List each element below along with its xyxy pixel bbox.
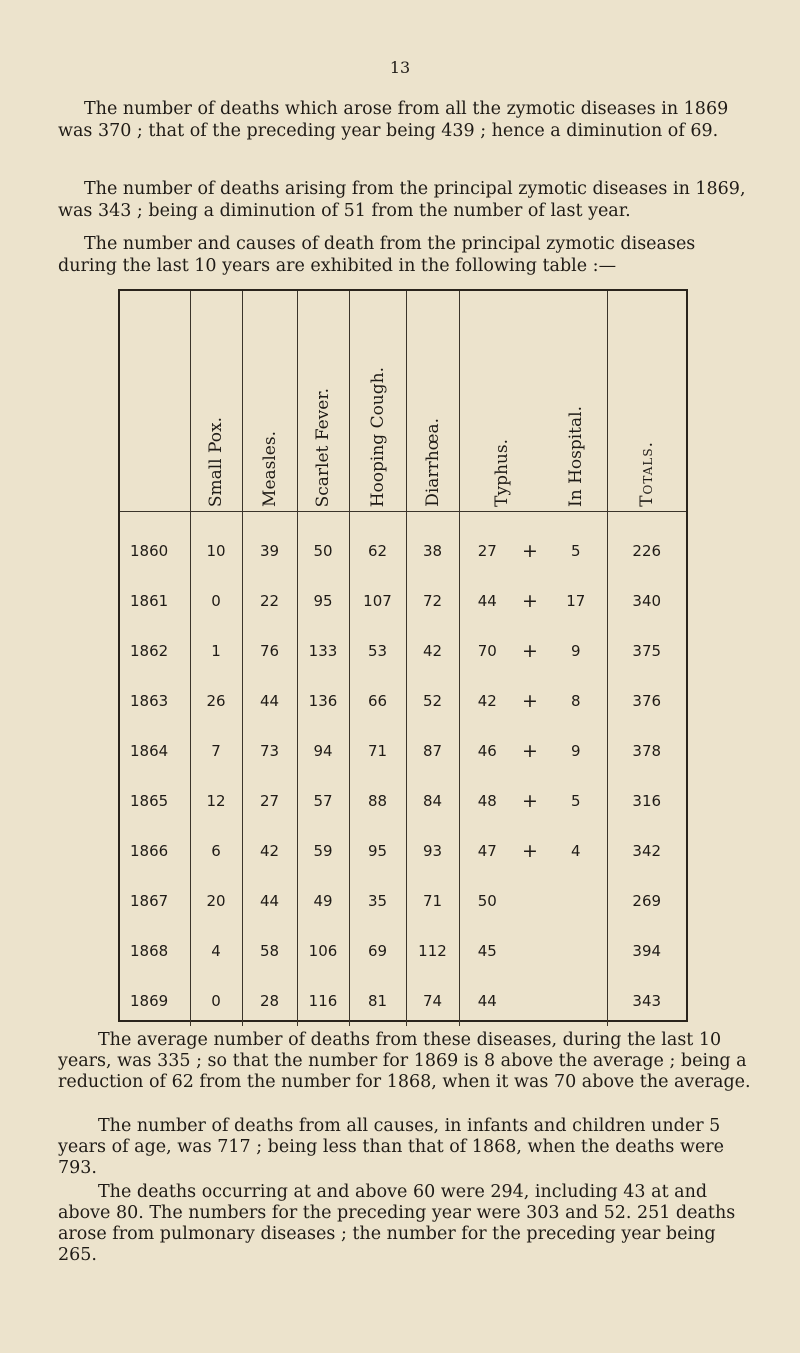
cell-totals: 342 <box>607 826 686 876</box>
summary-paragraph-1: The average number of deaths from these diseases, during the last 10 years, was 335 ; so that the number for 1869 is 8 above the average ; being a reduction of 62 from the number for 1868, when it was 70 above the average. <box>58 1030 751 1092</box>
cell-typhus: 50 <box>459 876 515 926</box>
intro-paragraph-2: The number of deaths arising from the principal zymotic diseases in 1869, was 343 ; being a diminution of 51 from the number of last year. <box>58 179 746 221</box>
cell-small-pox: 10 <box>190 512 242 577</box>
cell-diarrhoea: 71 <box>406 876 459 926</box>
cell-measles: 42 <box>242 826 297 876</box>
header-year <box>120 291 190 512</box>
cell-small-pox: 0 <box>190 576 242 626</box>
cell-measles: 28 <box>242 976 297 1026</box>
cell-plus: + <box>522 840 538 862</box>
cell-diarrhoea: 84 <box>406 776 459 826</box>
cell-diarrhoea: 93 <box>406 826 459 876</box>
cell-in-hospital: 9 <box>570 742 581 760</box>
cell-measles: 58 <box>242 926 297 976</box>
header-totals: Totals. <box>607 291 686 512</box>
cell-in-hospital: 8 <box>570 692 581 710</box>
header-diarrhoea: Diarrhœa. <box>406 291 459 512</box>
cell-year: 1869 <box>130 992 169 1010</box>
cell-in-hospital <box>545 926 607 976</box>
header-row <box>120 291 686 512</box>
header-typhus: Typhus. <box>459 291 545 512</box>
header-measles: Measles. <box>242 291 297 512</box>
cell-plus: + <box>522 790 538 812</box>
cell-year: 1861 <box>130 592 169 610</box>
cell-year: 1866 <box>130 842 169 860</box>
cell-diarrhoea: 72 <box>406 576 459 626</box>
cell-hooping-cough: 69 <box>349 926 406 976</box>
cell-diarrhoea: 112 <box>406 926 459 976</box>
data-table <box>120 291 686 1026</box>
cell-year: 1864 <box>130 742 169 760</box>
cell-year: 1860 <box>130 542 169 560</box>
cell-hooping-cough: 62 <box>349 512 406 577</box>
cell-measles: 39 <box>242 512 297 577</box>
cell-totals: 343 <box>607 976 686 1026</box>
cell-hooping-cough: 88 <box>349 776 406 826</box>
cell-plus: + <box>522 590 538 612</box>
summary-paragraph-3: The deaths occurring at and above 60 were 294, including 43 at and above 80. The numbers for the preceding year were 303 and 52. 251 deaths arose from pulmonary diseases ; the number for the preceding year being 265. <box>58 1182 736 1265</box>
cell-small-pox: 7 <box>190 726 242 776</box>
cell-typhus: 44 <box>459 576 515 626</box>
table-row <box>120 512 686 577</box>
cell-diarrhoea: 52 <box>406 676 459 726</box>
cell-year: 1863 <box>130 692 169 710</box>
cell-year: 1867 <box>130 892 169 910</box>
cell-scarlet-fever: 94 <box>297 726 349 776</box>
zymotic-deaths-table <box>118 289 688 1022</box>
table-row <box>120 926 686 976</box>
cell-typhus: 70 <box>459 626 515 676</box>
cell-scarlet-fever: 106 <box>297 926 349 976</box>
cell-small-pox: 12 <box>190 776 242 826</box>
cell-in-hospital: 5 <box>570 542 581 560</box>
cell-year: 1868 <box>130 942 169 960</box>
cell-typhus: 46 <box>459 726 515 776</box>
cell-scarlet-fever: 136 <box>297 676 349 726</box>
table-row <box>120 976 686 1026</box>
cell-small-pox: 0 <box>190 976 242 1026</box>
table-row <box>120 726 686 776</box>
cell-typhus: 48 <box>459 776 515 826</box>
table-row <box>120 576 686 626</box>
cell-typhus: 44 <box>459 976 515 1026</box>
cell-plus <box>515 976 545 1026</box>
cell-scarlet-fever: 50 <box>297 512 349 577</box>
cell-totals: 269 <box>607 876 686 926</box>
cell-hooping-cough: 66 <box>349 676 406 726</box>
summary-paragraph-2: The number of deaths from all causes, in infants and children under 5 years of age, was 717 ; being less than that of 1868, when the deaths were 793. <box>58 1116 725 1178</box>
intro-paragraph-3: The number and causes of death from the principal zymotic diseases during the last 10 years are exhibited in the following table :— <box>58 234 696 276</box>
cell-totals: 376 <box>607 676 686 726</box>
cell-hooping-cough: 107 <box>349 576 406 626</box>
cell-measles: 27 <box>242 776 297 826</box>
cell-hooping-cough: 35 <box>349 876 406 926</box>
header-hooping-cough: Hooping Cough. <box>349 291 406 512</box>
cell-measles: 73 <box>242 726 297 776</box>
cell-diarrhoea: 38 <box>406 512 459 577</box>
intro-paragraph-1: The number of deaths which arose from all the zymotic diseases in 1869 was 370 ; that of the preceding year being 439 ; hence a diminution of 69. <box>58 99 729 141</box>
cell-plus: + <box>522 540 538 562</box>
cell-totals: 378 <box>607 726 686 776</box>
cell-small-pox: 6 <box>190 826 242 876</box>
cell-in-hospital: 9 <box>570 642 581 660</box>
cell-plus: + <box>522 690 538 712</box>
cell-small-pox: 26 <box>190 676 242 726</box>
cell-hooping-cough: 81 <box>349 976 406 1026</box>
cell-plus <box>515 926 545 976</box>
cell-diarrhoea: 42 <box>406 626 459 676</box>
cell-plus <box>515 876 545 926</box>
page-number: 13 <box>389 58 411 77</box>
cell-typhus: 47 <box>459 826 515 876</box>
cell-plus: + <box>522 640 538 662</box>
cell-totals: 316 <box>607 776 686 826</box>
cell-in-hospital: 17 <box>566 592 586 610</box>
cell-diarrhoea: 74 <box>406 976 459 1026</box>
cell-year: 1862 <box>130 642 169 660</box>
header-small-pox: Small Pox. <box>190 291 242 512</box>
cell-diarrhoea: 87 <box>406 726 459 776</box>
cell-totals: 226 <box>607 512 686 577</box>
cell-totals: 340 <box>607 576 686 626</box>
cell-scarlet-fever: 57 <box>297 776 349 826</box>
cell-typhus: 42 <box>459 676 515 726</box>
cell-scarlet-fever: 59 <box>297 826 349 876</box>
cell-scarlet-fever: 95 <box>297 576 349 626</box>
cell-typhus: 27 <box>459 512 515 577</box>
header-in-hospital: In Hospital. <box>545 291 607 512</box>
cell-scarlet-fever: 116 <box>297 976 349 1026</box>
cell-in-hospital <box>545 876 607 926</box>
table-row <box>120 876 686 926</box>
cell-plus: + <box>522 740 538 762</box>
cell-typhus: 45 <box>459 926 515 976</box>
header-scarlet-fever: Scarlet Fever. <box>297 291 349 512</box>
cell-in-hospital <box>545 976 607 1026</box>
cell-measles: 22 <box>242 576 297 626</box>
cell-hooping-cough: 95 <box>349 826 406 876</box>
cell-measles: 44 <box>242 876 297 926</box>
table-row <box>120 626 686 676</box>
cell-small-pox: 20 <box>190 876 242 926</box>
cell-hooping-cough: 71 <box>349 726 406 776</box>
cell-small-pox: 4 <box>190 926 242 976</box>
cell-in-hospital: 5 <box>570 792 581 810</box>
cell-measles: 76 <box>242 626 297 676</box>
table-row <box>120 676 686 726</box>
table-row <box>120 776 686 826</box>
cell-measles: 44 <box>242 676 297 726</box>
cell-hooping-cough: 53 <box>349 626 406 676</box>
cell-totals: 375 <box>607 626 686 676</box>
cell-scarlet-fever: 133 <box>297 626 349 676</box>
cell-totals: 394 <box>607 926 686 976</box>
cell-small-pox: 1 <box>190 626 242 676</box>
table-row <box>120 826 686 876</box>
cell-in-hospital: 4 <box>570 842 581 860</box>
cell-scarlet-fever: 49 <box>297 876 349 926</box>
cell-year: 1865 <box>130 792 169 810</box>
